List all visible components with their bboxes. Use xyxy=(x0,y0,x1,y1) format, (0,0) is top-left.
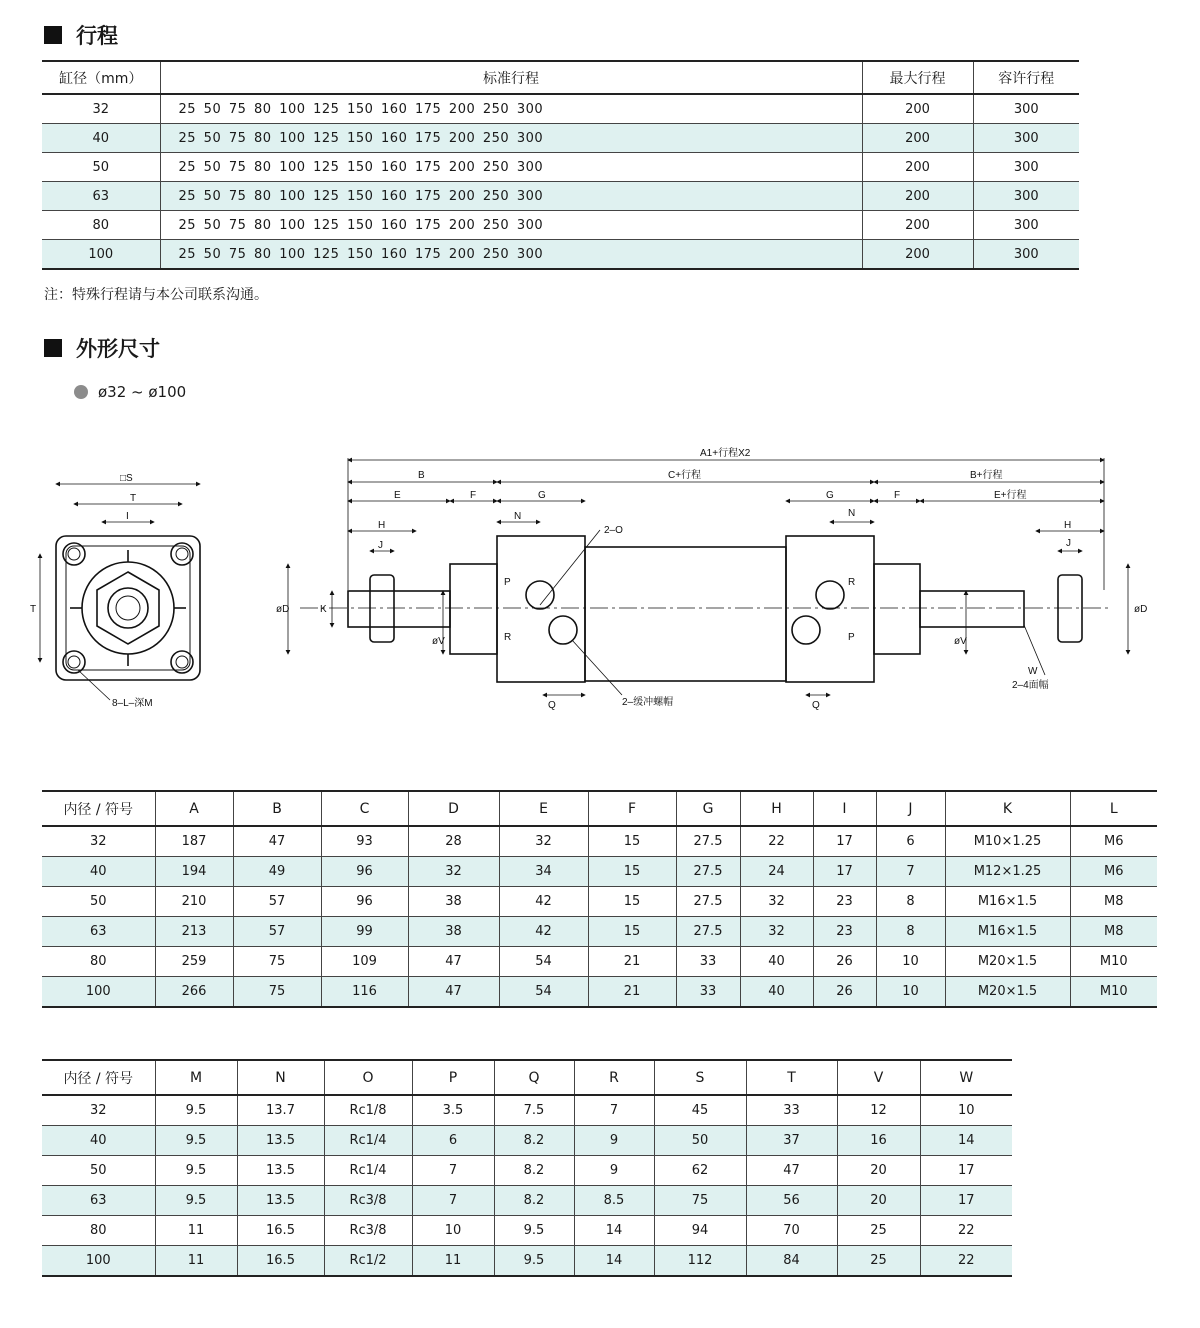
dim-table-2-cell: 20 xyxy=(837,1186,920,1216)
dim-table-2-header-cell: O xyxy=(324,1060,412,1095)
dim-table-1-cell: 10 xyxy=(876,977,945,1008)
right-rod-nut xyxy=(1058,575,1082,642)
dim-table-2-cell: 9.5 xyxy=(155,1095,237,1126)
bore-range-label xyxy=(74,383,186,401)
rod-circle xyxy=(108,588,148,628)
dim-table-1-cell: M10 xyxy=(1099,984,1128,999)
end-plate-inner xyxy=(66,546,190,670)
label-r: R xyxy=(504,632,512,643)
dim-table-2-header-cell: S xyxy=(654,1060,746,1095)
dim-table-2-cell: 50 xyxy=(654,1126,746,1156)
dim-table-1-cell: 57 xyxy=(233,887,321,917)
stroke-table-header-cell: 缸径（mm） xyxy=(42,61,160,94)
cushion-screw-icon xyxy=(792,616,820,644)
label-s: □S xyxy=(120,473,133,484)
dim-table-2-cell: 62 xyxy=(654,1156,746,1186)
dim-table-1-cell: 50 xyxy=(42,887,155,917)
dim-table-2-cell: 8.2 xyxy=(494,1126,574,1156)
label-w: W xyxy=(1028,666,1038,677)
dim-table-1-cell: 17 xyxy=(813,857,876,887)
dim-table-2-cell: 7 xyxy=(412,1156,494,1186)
dim-table-2-cell: 9 xyxy=(574,1156,654,1186)
label-v2: øV xyxy=(954,636,967,647)
table-row xyxy=(42,826,1157,857)
dim-table-1-cell: 28 xyxy=(408,826,499,857)
label-n2: N xyxy=(848,508,856,519)
dim-table-1-cell: 8 xyxy=(876,887,945,917)
dim-table-1-header-cell: G xyxy=(676,791,740,826)
dim-table-1-cell: 99 xyxy=(321,917,408,947)
dim-table-2-cell: 9.5 xyxy=(155,1126,237,1156)
dim-table-1-cell: 54 xyxy=(499,947,588,977)
dim-table-2-cell: 50 xyxy=(42,1156,155,1186)
dim-table-1-cell: M6 xyxy=(1104,834,1124,849)
table-row xyxy=(42,857,1157,887)
dim-table-1-cell: 266 xyxy=(155,977,233,1008)
dim-table-1-cell: 47 xyxy=(408,977,499,1008)
table-row xyxy=(42,153,1079,182)
dim-table-2-cell: 10 xyxy=(957,1103,975,1118)
stroke-table-cell: 100 xyxy=(42,240,160,270)
table-row xyxy=(42,887,1157,917)
stroke-table-cell: 300 xyxy=(1013,188,1039,204)
bore-circle xyxy=(82,562,174,654)
dim-table-2-cell: 13.5 xyxy=(237,1156,324,1186)
dim-table-2-cell: 13.7 xyxy=(237,1095,324,1126)
dim-table-1-cell: 10 xyxy=(876,947,945,977)
label-c: C+行程 xyxy=(668,470,702,481)
dim-table-1-cell: 21 xyxy=(588,977,676,1008)
dim-table-1-header-cell: J xyxy=(876,791,945,826)
label-e: E xyxy=(394,490,401,501)
right-rod xyxy=(920,591,1024,627)
dim-table-2-cell: 45 xyxy=(654,1095,746,1126)
dim-table-2-cell: 17 xyxy=(957,1163,975,1178)
label-j: J xyxy=(378,540,383,551)
dim-table-2-cell: 17 xyxy=(957,1193,975,1208)
dim-table-1-cell: 23 xyxy=(813,917,876,947)
dim-table-1-cell: 187 xyxy=(155,826,233,857)
label-f: F xyxy=(470,490,477,501)
table-row xyxy=(42,1216,1012,1246)
table-row xyxy=(42,1126,1012,1156)
label-h: H xyxy=(378,520,386,531)
dim-table-2-cell: 22 xyxy=(957,1223,975,1238)
stroke-table-cell: 200 xyxy=(862,182,973,211)
label-v: øV xyxy=(432,636,445,647)
dim-table-2-cell: 16 xyxy=(837,1126,920,1156)
dim-table-2-cell: 12 xyxy=(837,1095,920,1126)
dim-table-1-cell: 22 xyxy=(740,826,813,857)
dim-table-2-header-cell: N xyxy=(237,1060,324,1095)
dim-table-1-cell: 96 xyxy=(321,887,408,917)
label-p2: P xyxy=(848,632,855,643)
dim-table-2-cell: Rc3/8 xyxy=(324,1216,412,1246)
dim-table-2-header-cell: V xyxy=(837,1060,920,1095)
left-rod-nut xyxy=(370,575,394,642)
stroke-table-cell: 300 xyxy=(1013,217,1039,233)
label-b: B xyxy=(418,470,425,481)
dimension-table-1 xyxy=(42,790,1157,1008)
bullet-dot-icon xyxy=(74,385,88,399)
stroke-table-cell: 50 xyxy=(42,153,160,182)
label-p: P xyxy=(504,577,511,588)
dim-table-2-cell: 25 xyxy=(837,1246,920,1277)
label-g: G xyxy=(538,490,546,501)
dim-table-2-cell: 14 xyxy=(957,1133,975,1148)
dim-table-1-cell: 40 xyxy=(42,857,155,887)
dim-table-2-cell: 70 xyxy=(746,1216,837,1246)
stroke-table-cell: 200 xyxy=(862,240,973,270)
stroke-table-header-cell: 最大行程 xyxy=(862,61,973,94)
dim-table-2-header-cell: P xyxy=(412,1060,494,1095)
dim-table-2-cell: 11 xyxy=(155,1246,237,1277)
dim-table-1-cell: 54 xyxy=(499,977,588,1008)
dim-table-2-cell: 7.5 xyxy=(494,1095,574,1126)
dim-table-1-header-cell: D xyxy=(408,791,499,826)
stroke-table-cell: 25 50 75 80 100 125 150 160 175 200 250 300 xyxy=(160,153,862,182)
dim-table-1-header-cell: B xyxy=(233,791,321,826)
dim-table-2-cell: 40 xyxy=(42,1126,155,1156)
dim-table-1-header-cell: K xyxy=(945,791,1070,826)
dim-table-1-cell: 75 xyxy=(233,977,321,1008)
barrel xyxy=(585,547,786,681)
label-d2: øD xyxy=(1134,604,1148,615)
cushion-screw-icon xyxy=(549,616,577,644)
dim-table-2-cell: Rc1/2 xyxy=(324,1246,412,1277)
dimension-table-2 xyxy=(42,1059,1012,1277)
dim-table-1-cell: 33 xyxy=(676,947,740,977)
dim-table-2-header-cell: T xyxy=(746,1060,837,1095)
dim-table-2-cell: 6 xyxy=(412,1126,494,1156)
label-d: øD xyxy=(276,604,290,615)
dim-table-2-cell: 84 xyxy=(746,1246,837,1277)
dim-table-2-cell: 75 xyxy=(654,1186,746,1216)
stroke-section-heading xyxy=(44,20,118,50)
bore-range-text: ø32 ~ ø100 xyxy=(98,383,187,401)
dim-table-2-cell: 9.5 xyxy=(494,1246,574,1277)
dim-table-1-cell: 24 xyxy=(740,857,813,887)
dim-table-2-header-cell: Q xyxy=(494,1060,574,1095)
stroke-table-cell: 300 xyxy=(1013,159,1039,175)
dim-table-1-cell: 8 xyxy=(876,917,945,947)
dim-table-1-cell: 33 xyxy=(676,977,740,1008)
table-row xyxy=(42,182,1079,211)
dim-table-1-cell: 34 xyxy=(499,857,588,887)
label-n: N xyxy=(514,511,522,522)
stroke-table-cell: 25 50 75 80 100 125 150 160 175 200 250 300 xyxy=(160,124,862,153)
head-boss xyxy=(450,564,497,654)
stroke-table-cell: 200 xyxy=(862,153,973,182)
side-view xyxy=(348,536,1082,682)
label-t-side: T xyxy=(30,604,37,615)
dim-table-1-cell: M12×1.25 xyxy=(945,857,1070,887)
dim-table-2-cell: 7 xyxy=(412,1186,494,1216)
dim-table-1-cell: M20×1.5 xyxy=(945,947,1070,977)
table-row xyxy=(42,1186,1012,1216)
dim-table-2-cell: Rc1/4 xyxy=(324,1156,412,1186)
dim-table-2-header-cell: W xyxy=(920,1060,1012,1095)
dim-table-1-header-cell: F xyxy=(588,791,676,826)
dim-table-2-cell: 33 xyxy=(746,1095,837,1126)
dim-table-1-cell: 32 xyxy=(740,917,813,947)
dim-table-1-cell: 17 xyxy=(813,826,876,857)
dim-table-2-cell: Rc1/4 xyxy=(324,1126,412,1156)
dim-table-2-cell: 37 xyxy=(746,1126,837,1156)
table-row xyxy=(42,947,1157,977)
dim-table-2-cell: 13.5 xyxy=(237,1186,324,1216)
dim-table-1-cell: M16×1.5 xyxy=(945,887,1070,917)
table-row xyxy=(42,977,1157,1008)
dim-table-1-cell: 23 xyxy=(813,887,876,917)
dim-table-2-cell: 8.2 xyxy=(494,1186,574,1216)
dim-table-1-cell: 15 xyxy=(588,887,676,917)
label-w-note: 2–4面幅 xyxy=(1012,680,1049,691)
dim-table-1-cell: 49 xyxy=(233,857,321,887)
table-row xyxy=(42,94,1079,124)
dim-table-2-header-cell: R xyxy=(574,1060,654,1095)
stroke-table-cell: 40 xyxy=(42,124,160,153)
stroke-table-cell: 80 xyxy=(42,211,160,240)
hex-nut-icon xyxy=(97,572,159,644)
stroke-table-cell: 200 xyxy=(862,124,973,153)
dim-table-1-cell: 15 xyxy=(588,917,676,947)
stroke-table-cell: 25 50 75 80 100 125 150 160 175 200 250 300 xyxy=(160,211,862,240)
dim-table-1-cell: 15 xyxy=(588,826,676,857)
dim-table-1-cell: 26 xyxy=(813,977,876,1008)
table-row xyxy=(42,917,1157,947)
dim-table-2-cell: 9.5 xyxy=(155,1186,237,1216)
label-h2: H xyxy=(1064,520,1072,531)
dim-table-1-cell: 27.5 xyxy=(676,826,740,857)
dim-table-2-cell: 94 xyxy=(654,1216,746,1246)
dim-table-2-header-cell: M xyxy=(155,1060,237,1095)
dim-table-2-cell: 8.5 xyxy=(574,1186,654,1216)
dim-table-2-cell: 7 xyxy=(574,1095,654,1126)
dim-table-1-cell: 116 xyxy=(321,977,408,1008)
front-view xyxy=(56,536,200,680)
table-row xyxy=(42,1156,1012,1186)
dim-table-1-cell: 57 xyxy=(233,917,321,947)
dim-table-2-cell: 47 xyxy=(746,1156,837,1186)
stroke-table-cell: 25 50 75 80 100 125 150 160 175 200 250 300 xyxy=(160,94,862,124)
stroke-table-cell: 25 50 75 80 100 125 150 160 175 200 250 300 xyxy=(160,240,862,270)
dim-table-1-cell: 40 xyxy=(740,947,813,977)
dim-table-1-cell: M6 xyxy=(1104,864,1124,879)
label-l: 8–L–深M xyxy=(112,698,153,709)
dim-table-2-cell: 11 xyxy=(412,1246,494,1277)
label-q: Q xyxy=(548,700,556,711)
dim-table-2-cell: 22 xyxy=(957,1253,975,1268)
stroke-section-title: 行程 xyxy=(76,24,118,48)
dim-table-1-cell: 27.5 xyxy=(676,917,740,947)
dim-table-1-cell: 47 xyxy=(408,947,499,977)
dim-table-1-header-cell: I xyxy=(813,791,876,826)
dim-table-1-cell: M8 xyxy=(1104,894,1124,909)
dim-table-2-cell: 32 xyxy=(42,1095,155,1126)
label-i: I xyxy=(126,511,129,522)
stroke-table-header-cell: 标准行程 xyxy=(160,61,862,94)
dim-table-1-cell: 109 xyxy=(321,947,408,977)
left-rod xyxy=(348,591,450,627)
dim-table-1-cell: 259 xyxy=(155,947,233,977)
dim-table-2-cell: Rc3/8 xyxy=(324,1186,412,1216)
dim-table-1-cell: M20×1.5 xyxy=(945,977,1070,1008)
dim-table-2-cell: 100 xyxy=(42,1246,155,1277)
dim-table-2-cell: 20 xyxy=(837,1156,920,1186)
dim-table-1-header-cell: C xyxy=(321,791,408,826)
stroke-note: 注：特殊行程请与本公司联系沟通。 xyxy=(44,287,268,303)
dim-table-1-cell: 6 xyxy=(876,826,945,857)
dims-section-title: 外形尺寸 xyxy=(76,337,160,361)
label-b2: B+行程 xyxy=(970,470,1003,481)
rod-boss xyxy=(874,564,920,654)
table-row xyxy=(42,211,1079,240)
dim-table-1-cell: 7 xyxy=(876,857,945,887)
dim-table-1-cell: 32 xyxy=(499,826,588,857)
dim-table-2-cell: 25 xyxy=(837,1216,920,1246)
dim-table-1-cell: 96 xyxy=(321,857,408,887)
label-f2: F xyxy=(894,490,901,501)
dims-section-heading xyxy=(44,333,160,363)
dim-table-1-cell: 213 xyxy=(155,917,233,947)
stroke-table-cell: 300 xyxy=(1013,130,1039,146)
label-q2: Q xyxy=(812,700,820,711)
square-bullet-icon xyxy=(44,26,62,44)
dim-table-2-cell: 11 xyxy=(155,1216,237,1246)
dim-table-1-cell: 75 xyxy=(233,947,321,977)
label-cushion: 2–缓冲螺帽 xyxy=(622,697,674,708)
port-icon xyxy=(816,581,844,609)
dim-table-2-cell: 10 xyxy=(412,1216,494,1246)
stroke-table-header-cell: 容许行程 xyxy=(973,61,1079,94)
dim-table-1-cell: 21 xyxy=(588,947,676,977)
dim-table-1-cell: 93 xyxy=(321,826,408,857)
stroke-table-cell: 63 xyxy=(42,182,160,211)
label-o: 2–O xyxy=(604,525,623,536)
dim-table-1-cell: 32 xyxy=(408,857,499,887)
dim-table-1-cell: 15 xyxy=(588,857,676,887)
dim-table-1-header-cell: A xyxy=(155,791,233,826)
dim-table-2-cell: 112 xyxy=(654,1246,746,1277)
dim-table-2-cell: 13.5 xyxy=(237,1126,324,1156)
dim-table-2-cell: 14 xyxy=(574,1246,654,1277)
dim-table-2-cell: 63 xyxy=(42,1186,155,1216)
label-a1: A1+行程X2 xyxy=(700,448,751,459)
dim-table-1-header-cell: L xyxy=(1070,791,1157,826)
dim-table-1-cell: M16×1.5 xyxy=(945,917,1070,947)
dim-table-2-cell: 9.5 xyxy=(155,1156,237,1186)
dim-table-2-cell: 16.5 xyxy=(237,1246,324,1277)
label-e2: E+行程 xyxy=(994,490,1027,501)
stroke-table-cell: 200 xyxy=(862,94,973,124)
dim-table-1-cell: 32 xyxy=(740,887,813,917)
dim-table-2-cell: 80 xyxy=(42,1216,155,1246)
dim-table-1-header-cell: 内径 / 符号 xyxy=(42,791,155,826)
label-j2: J xyxy=(1066,538,1071,549)
dim-table-2-cell: 9.5 xyxy=(494,1216,574,1246)
dim-table-1-cell: 26 xyxy=(813,947,876,977)
dim-table-1-cell: 194 xyxy=(155,857,233,887)
dim-table-2-cell: 16.5 xyxy=(237,1216,324,1246)
dim-table-1-cell: 27.5 xyxy=(676,857,740,887)
dim-table-1-cell: 42 xyxy=(499,887,588,917)
dim-table-1-cell: 40 xyxy=(740,977,813,1008)
dim-table-2-header-cell: 内径 / 符号 xyxy=(42,1060,155,1095)
stroke-table xyxy=(42,60,1079,270)
dim-table-1-cell: 63 xyxy=(42,917,155,947)
dim-table-1-cell: M8 xyxy=(1104,924,1124,939)
stroke-table-cell: 300 xyxy=(1013,101,1039,117)
dim-table-2-cell: 9 xyxy=(574,1126,654,1156)
dim-table-1-cell: 42 xyxy=(499,917,588,947)
stroke-table-cell: 25 50 75 80 100 125 150 160 175 200 250 300 xyxy=(160,182,862,211)
label-t: T xyxy=(130,493,137,504)
label-r2: R xyxy=(848,577,856,588)
label-k: K xyxy=(320,604,327,615)
dim-table-2-cell: 56 xyxy=(746,1186,837,1216)
stroke-table-cell: 32 xyxy=(42,94,160,124)
dim-table-1-cell: M10×1.25 xyxy=(945,826,1070,857)
stroke-table-cell: 300 xyxy=(1013,246,1039,262)
table-row xyxy=(42,124,1079,153)
dim-table-2-cell: 3.5 xyxy=(412,1095,494,1126)
dim-table-1-header-cell: E xyxy=(499,791,588,826)
dim-table-2-cell: 8.2 xyxy=(494,1156,574,1186)
label-g2: G xyxy=(826,490,834,501)
dim-table-1-cell: 38 xyxy=(408,917,499,947)
dim-table-1-cell: 47 xyxy=(233,826,321,857)
dim-table-1-cell: 210 xyxy=(155,887,233,917)
table-row xyxy=(42,1095,1012,1126)
dim-table-2-cell: 14 xyxy=(574,1216,654,1246)
dim-table-1-cell: 32 xyxy=(42,826,155,857)
dim-table-1-cell: 100 xyxy=(42,977,155,1008)
dim-table-1-header-cell: H xyxy=(740,791,813,826)
dim-table-1-cell: M10 xyxy=(1099,954,1128,969)
cylinder-dimension-drawing xyxy=(0,430,1200,730)
dim-table-1-cell: 27.5 xyxy=(676,887,740,917)
dim-table-1-cell: 38 xyxy=(408,887,499,917)
table-row xyxy=(42,1246,1012,1277)
table-row xyxy=(42,240,1079,270)
dim-table-2-cell: Rc1/8 xyxy=(324,1095,412,1126)
square-bullet-icon xyxy=(44,339,62,357)
stroke-table-cell: 200 xyxy=(862,211,973,240)
dim-table-1-cell: 80 xyxy=(42,947,155,977)
